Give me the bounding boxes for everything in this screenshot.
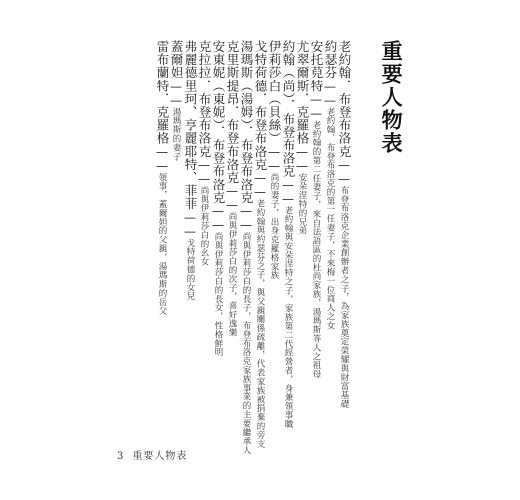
em-dash: —— (281, 177, 295, 206)
character-description: 老約翰．布登布洛克的第一任妻子，不來梅一位商人之女 (325, 107, 335, 330)
character-entry (226, 40, 238, 410)
em-dash: —— (211, 204, 225, 233)
character-name: 克里斯提昂．布登布洛克 (225, 40, 240, 185)
em-dash: —— (253, 171, 267, 199)
character-description: 老約翰的第二任妻子，來自法語區的杜尚家族，湯瑪斯等人之祖母 (311, 120, 321, 379)
character-name: 安東妮（東妮）．布登布洛克 (211, 40, 226, 205)
character-description: 尚與伊莉莎白的長子，布登布洛克家族事業的主要繼承人 (241, 232, 251, 455)
character-description: 湯瑪斯的妻子 (171, 107, 181, 161)
character-name: 安托萖特 (309, 40, 324, 93)
character-description: 安朵涅特的兄弟 (297, 172, 307, 236)
character-description: 尚的妻子，出身克羅格家族 (269, 172, 279, 280)
character-entry (184, 40, 196, 410)
character-description: 戈特荷德的女兒 (185, 238, 195, 301)
character-name: 克拉拉．布登布洛克 (197, 40, 212, 158)
character-name: 戈特荷德．布登布洛克 (253, 40, 268, 171)
character-entry (296, 40, 308, 410)
character-name: 雷布蘭特．克羅格 (155, 40, 170, 145)
character-entry (239, 40, 254, 455)
character-description: 布登布洛克企業創辦者之子，為家族奠定榮耀與財富基礎 (339, 185, 349, 409)
page-number: 3 (117, 451, 125, 462)
character-name: 約翰（尚）．布登布洛克 (281, 40, 296, 178)
character-entry (253, 40, 268, 449)
page-title: 重要人物表 (379, 40, 405, 155)
em-dash: —— (183, 210, 197, 239)
character-entry (338, 40, 350, 410)
em-dash: —— (337, 157, 351, 186)
em-dash: —— (267, 144, 281, 173)
character-entry (156, 40, 168, 410)
character-entry (281, 40, 296, 429)
character-entry (324, 40, 336, 410)
em-dash: —— (295, 144, 309, 173)
em-dash: —— (239, 204, 253, 233)
character-name: 約瑟芬 (323, 40, 338, 80)
character-description: 尚與伊莉莎白的幺女 (199, 185, 209, 267)
character-description: 老約翰與約瑟芬之子，與父親關係疏離，代表家族被捐棄的旁支 (255, 199, 265, 449)
character-description: 老約翰與安朵涅特之子，家族第二代經營者，身兼領事職 (283, 205, 293, 429)
character-name: 湯瑪斯（湯姆）．布登布洛克 (239, 40, 254, 205)
character-description: 尚與伊莉莎白的次子，喜好逸樂 (227, 212, 237, 337)
character-entry (170, 40, 182, 410)
em-dash: —— (155, 144, 169, 173)
character-entry (310, 40, 322, 410)
em-dash: —— (225, 184, 239, 213)
character-entry (212, 40, 224, 410)
em-dash: —— (197, 157, 211, 186)
character-description: 領事，蓋爾妲的父親，湯瑪斯的岳父 (157, 172, 167, 316)
character-name: 弗麗德里珂、亨麗耶特、菲菲 (183, 40, 198, 211)
page-footer (117, 447, 187, 462)
character-entry (268, 40, 280, 410)
character-name: 尤翠爾斯．克羅格 (295, 40, 310, 145)
em-dash: —— (323, 79, 337, 108)
running-title: 重要人物表 (132, 451, 188, 462)
em-dash: —— (169, 79, 183, 108)
character-entry (198, 40, 210, 410)
character-list (110, 40, 352, 455)
character-name: 伊莉莎白（貝絲） (267, 40, 282, 145)
character-name: 蓋爾妲 (169, 40, 184, 80)
character-description: 尚與伊莉莎白的長女，性格鮮明 (213, 232, 223, 357)
character-name: 老約翰．布登布洛克 (337, 40, 352, 158)
em-dash: —— (309, 92, 323, 121)
